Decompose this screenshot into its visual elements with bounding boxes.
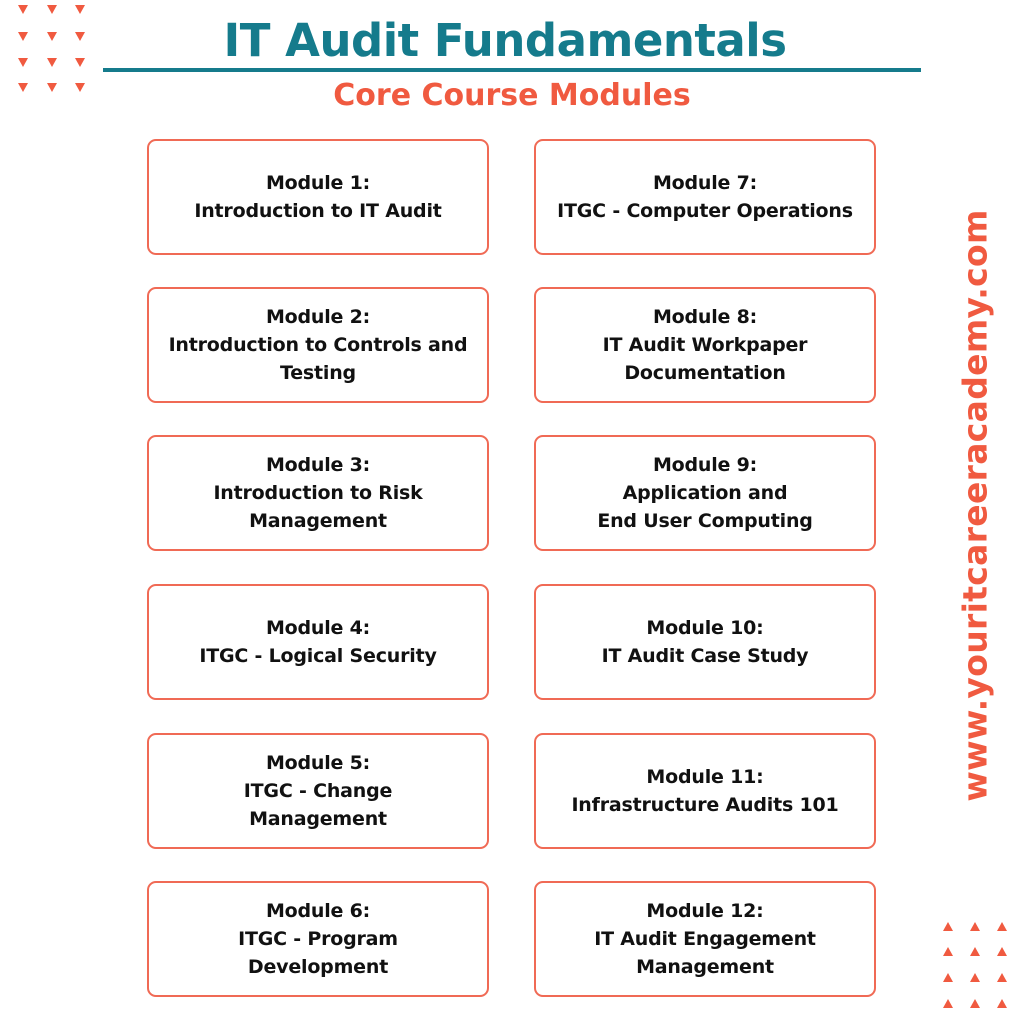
module-title: IT Audit Engagement Management <box>594 928 816 978</box>
module-label: Module 8: <box>652 306 758 328</box>
triangle-icon <box>997 973 1007 982</box>
module-label: Module 9: <box>652 454 758 476</box>
triangle-icon <box>997 922 1007 931</box>
module-card-3 <box>147 435 489 551</box>
triangle-icon <box>18 32 28 41</box>
module-label: Module 3: <box>265 454 371 476</box>
triangle-icon <box>943 922 953 931</box>
module-card-6 <box>147 881 489 997</box>
module-title: ITGC - Logical Security <box>199 645 437 667</box>
triangle-icon <box>18 83 28 92</box>
module-label: Module 1: <box>265 172 371 194</box>
module-card-12 <box>534 881 876 997</box>
triangle-icon <box>75 5 85 14</box>
module-label: Module 5: <box>265 752 371 774</box>
module-title: Introduction to Risk Management <box>213 482 423 532</box>
module-card-4 <box>147 584 489 700</box>
module-card-9 <box>534 435 876 551</box>
triangle-icon <box>75 58 85 67</box>
page-subtitle: Core Course Modules <box>333 78 691 113</box>
module-title: ITGC - Change Management <box>243 780 393 830</box>
triangle-icon <box>970 947 980 956</box>
triangle-icon <box>970 922 980 931</box>
triangle-icon <box>47 58 57 67</box>
triangle-icon <box>47 5 57 14</box>
module-label: Module 11: <box>646 766 764 788</box>
triangle-icon <box>47 32 57 41</box>
module-card-1 <box>147 139 489 255</box>
triangle-icon <box>943 999 953 1008</box>
triangle-icon <box>75 32 85 41</box>
module-label: Module 4: <box>265 617 371 639</box>
module-card-2 <box>147 287 489 403</box>
module-card-10 <box>534 584 876 700</box>
module-card-8 <box>534 287 876 403</box>
module-title: Application and End User Computing <box>597 482 813 532</box>
module-card-11 <box>534 733 876 849</box>
module-label: Module 12: <box>646 900 764 922</box>
triangle-icon <box>18 5 28 14</box>
module-label: Module 2: <box>265 306 371 328</box>
module-label: Module 6: <box>265 900 371 922</box>
triangle-icon <box>18 58 28 67</box>
module-title: Introduction to Controls and Testing <box>168 334 468 384</box>
module-title: ITGC - Program Development <box>238 928 398 978</box>
triangle-icon <box>997 999 1007 1008</box>
triangle-icon <box>943 973 953 982</box>
module-title: ITGC - Computer Operations <box>557 200 853 222</box>
triangle-icon <box>970 973 980 982</box>
module-card-7 <box>534 139 876 255</box>
triangle-icon <box>943 947 953 956</box>
module-title: Introduction to IT Audit <box>194 200 442 222</box>
triangle-icon <box>970 999 980 1008</box>
module-label: Module 10: <box>646 617 764 639</box>
page-title: IT Audit Fundamentals <box>223 14 787 67</box>
module-label: Module 7: <box>652 172 758 194</box>
triangle-icon <box>75 83 85 92</box>
triangle-icon <box>997 947 1007 956</box>
triangle-icon <box>47 83 57 92</box>
module-title: Infrastructure Audits 101 <box>571 794 839 816</box>
module-card-5 <box>147 733 489 849</box>
website-url[interactable] <box>950 210 1000 800</box>
website-url-text: www.youritcareeracademy.com <box>955 208 995 802</box>
module-title: IT Audit Case Study <box>601 645 809 667</box>
module-title: IT Audit Workpaper Documentation <box>602 334 808 384</box>
